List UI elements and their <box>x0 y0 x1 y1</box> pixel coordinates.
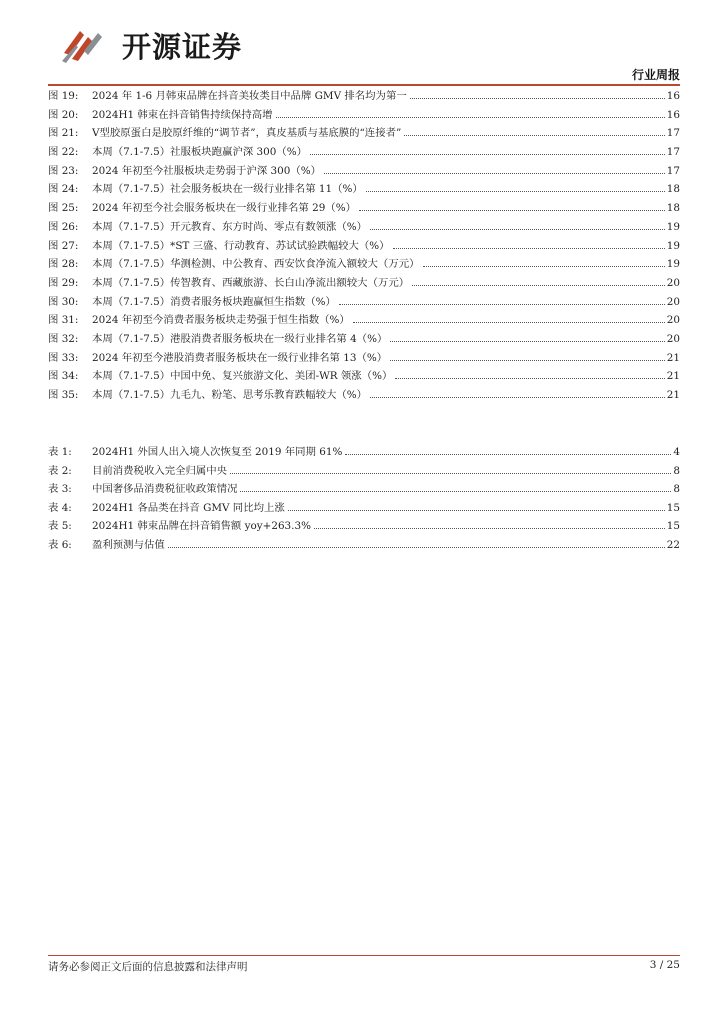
entry-title: 2024 年初至今港股消费者服务板块在一级行业排名第 13（%） <box>92 351 388 364</box>
entry-title: 本周（7.1-7.5）消费者服务板块跑赢恒生指数（%） <box>92 295 336 308</box>
disclaimer-text: 请务必参阅正文后面的信息披露和法律声明 <box>48 961 248 973</box>
entry-page: 15 <box>666 501 680 514</box>
entry-title: 本周（7.1-7.5）传智教育、西藏旅游、长白山净流出额较大（万元） <box>92 276 410 289</box>
entry-number: 表 5: <box>48 520 72 532</box>
figure-entry[interactable] <box>48 330 680 349</box>
dot-leader <box>393 248 665 249</box>
entry-title: 2024 年初至今社会服务板块在一级行业排名第 29（%） <box>92 202 356 215</box>
entry-number: 图 22: <box>48 146 79 159</box>
dot-leader <box>310 154 665 155</box>
entry-number: 图 27: <box>48 239 79 252</box>
dot-leader <box>168 547 665 548</box>
entry-title: 本周（7.1-7.5）九毛九、粉笔、思考乐教育跌幅较大（%） <box>92 389 368 401</box>
entry-page: 16 <box>666 90 680 102</box>
entry-number: 表 4: <box>48 501 72 514</box>
dot-leader <box>240 491 671 492</box>
table-entry[interactable] <box>48 536 680 555</box>
entry-title: 2024H1 外国人出入境人次恢复至 2019 年同期 61% <box>92 446 343 458</box>
entry-title: 2024 年 1-6 月韩束品牌在抖音美妆类目中品牌 GMV 排名均为第一 <box>92 90 407 102</box>
dot-leader <box>423 266 665 267</box>
entry-title: 2024H1 韩束在抖音销售持续保持高增 <box>92 108 273 121</box>
figure-entry[interactable] <box>48 274 680 293</box>
entry-number: 表 1: <box>48 446 72 458</box>
dot-leader <box>390 341 664 342</box>
footer-divider <box>48 955 680 956</box>
entry-number: 图 31: <box>48 314 79 327</box>
logo-mark-icon <box>58 23 114 67</box>
entry-number: 图 35: <box>48 389 79 401</box>
entry-title: 中国奢侈品消费税征收政策情况 <box>92 483 238 495</box>
figure-entry[interactable] <box>48 106 680 125</box>
table-entry[interactable] <box>48 462 680 481</box>
entry-page: 22 <box>666 538 680 551</box>
page-footer <box>48 959 680 974</box>
entry-number: 图 33: <box>48 351 79 364</box>
entry-number: 图 26: <box>48 220 79 233</box>
entry-page: 8 <box>673 483 680 495</box>
entry-title: 2024H1 韩束品牌在抖音销售额 yoy+263.3% <box>92 520 311 532</box>
dot-leader <box>359 210 665 211</box>
entry-page: 18 <box>666 183 680 196</box>
company-logo <box>58 22 242 68</box>
figure-entry[interactable] <box>48 162 680 181</box>
dot-leader <box>288 510 665 511</box>
entry-number: 图 28: <box>48 258 79 271</box>
entry-title: 本周（7.1-7.5）港股消费者服务板块在一级行业排名第 4（%） <box>92 332 388 345</box>
entry-title: 本周（7.1-7.5）华测检测、中公教育、西安饮食净流入额较大（万元） <box>92 258 420 271</box>
entry-number: 图 24: <box>48 183 79 196</box>
entry-number: 图 30: <box>48 295 79 308</box>
header-divider <box>48 84 680 86</box>
entry-number: 图 19: <box>48 90 79 102</box>
dot-leader <box>390 360 665 361</box>
dot-leader <box>395 378 664 379</box>
dot-leader <box>410 98 665 99</box>
dot-leader <box>404 135 664 136</box>
entry-number: 表 6: <box>48 538 72 551</box>
figure-entry[interactable] <box>48 124 680 143</box>
entry-page: 15 <box>666 520 680 532</box>
entry-number: 图 32: <box>48 332 79 345</box>
dot-leader <box>230 473 671 474</box>
entry-number: 表 2: <box>48 464 72 477</box>
entry-title: 盈利预测与估值 <box>92 538 165 551</box>
entry-title: V型胶原蛋白是胶原纤维的“调节者”，真皮基质与基底膜的“连接者” <box>92 127 402 140</box>
entry-title: 2024H1 各品类在抖音 GMV 同比均上涨 <box>92 501 285 514</box>
entry-title: 本周（7.1-7.5）社会服务板块在一级行业排名第 11（%） <box>92 183 363 196</box>
entry-page: 21 <box>666 370 680 383</box>
dot-leader <box>345 454 671 455</box>
entry-page: 17 <box>666 127 680 140</box>
report-type-label: 行业周报 <box>631 68 680 82</box>
entry-page: 19 <box>666 258 680 271</box>
entry-number: 图 20: <box>48 108 79 121</box>
figure-entry[interactable] <box>48 255 680 274</box>
dot-leader <box>339 304 665 305</box>
dot-leader <box>370 397 665 398</box>
table-list <box>48 443 680 554</box>
dot-leader <box>314 528 665 529</box>
table-entry[interactable] <box>48 517 680 536</box>
entry-number: 图 21: <box>48 127 79 140</box>
entry-page: 20 <box>666 295 680 308</box>
entry-number: 图 23: <box>48 164 79 177</box>
entry-page: 8 <box>673 464 680 477</box>
entry-number: 图 29: <box>48 276 79 289</box>
figure-entry[interactable] <box>48 180 680 199</box>
entry-page: 19 <box>666 220 680 233</box>
figure-entry[interactable] <box>48 237 680 256</box>
table-entry[interactable] <box>48 480 680 499</box>
dot-leader <box>324 173 665 174</box>
entry-page: 20 <box>666 314 680 327</box>
figure-entry[interactable] <box>48 199 680 218</box>
dot-leader <box>366 191 665 192</box>
page-number: 3 / 25 <box>649 959 680 971</box>
figure-entry[interactable] <box>48 367 680 386</box>
entry-page: 19 <box>666 239 680 252</box>
entry-title: 本周（7.1-7.5）社服板块跑赢沪深 300（%） <box>92 146 308 159</box>
entry-title: 2024 年初至今消费者服务板块走势强于恒生指数（%） <box>92 314 350 327</box>
dot-leader <box>412 285 665 286</box>
dot-leader <box>353 322 665 323</box>
entry-page: 16 <box>666 108 680 121</box>
entry-page: 17 <box>666 164 680 177</box>
table-entry[interactable] <box>48 499 680 518</box>
entry-number: 表 3: <box>48 483 72 495</box>
dot-leader <box>276 117 665 118</box>
entry-page: 21 <box>666 351 680 364</box>
page-header <box>48 22 680 82</box>
figure-entry[interactable] <box>48 311 680 330</box>
entry-page: 4 <box>673 446 680 458</box>
logo-text: 开源证券 <box>122 29 243 64</box>
entry-page: 18 <box>666 202 680 215</box>
entry-title: 本周（7.1-7.5）*ST 三盛、行动教育、苏试试验跌幅较大（%） <box>92 239 390 252</box>
entry-page: 17 <box>666 146 680 159</box>
entry-title: 本周（7.1-7.5）中国中免、复兴旅游文化、美团-WR 领涨（%） <box>92 370 393 383</box>
figure-entry[interactable] <box>48 293 680 312</box>
figure-entry[interactable] <box>48 87 680 106</box>
figure-entry[interactable] <box>48 218 680 237</box>
figure-entry[interactable] <box>48 349 680 368</box>
figure-list <box>48 87 680 405</box>
figure-entry[interactable] <box>48 143 680 162</box>
figure-entry[interactable] <box>48 386 680 405</box>
entry-page: 20 <box>666 332 680 345</box>
table-entry[interactable] <box>48 443 680 462</box>
entry-page: 20 <box>666 276 680 289</box>
entry-title: 目前消费税收入完全归属中央 <box>92 464 228 477</box>
dot-leader <box>370 229 665 230</box>
entry-number: 图 25: <box>48 202 79 215</box>
entry-number: 图 34: <box>48 370 79 383</box>
entry-page: 21 <box>666 389 680 401</box>
entry-title: 2024 年初至今社服板块走势弱于沪深 300（%） <box>92 164 322 177</box>
entry-title: 本周（7.1-7.5）开元教育、东方时尚、零点有数领涨（%） <box>92 220 368 233</box>
